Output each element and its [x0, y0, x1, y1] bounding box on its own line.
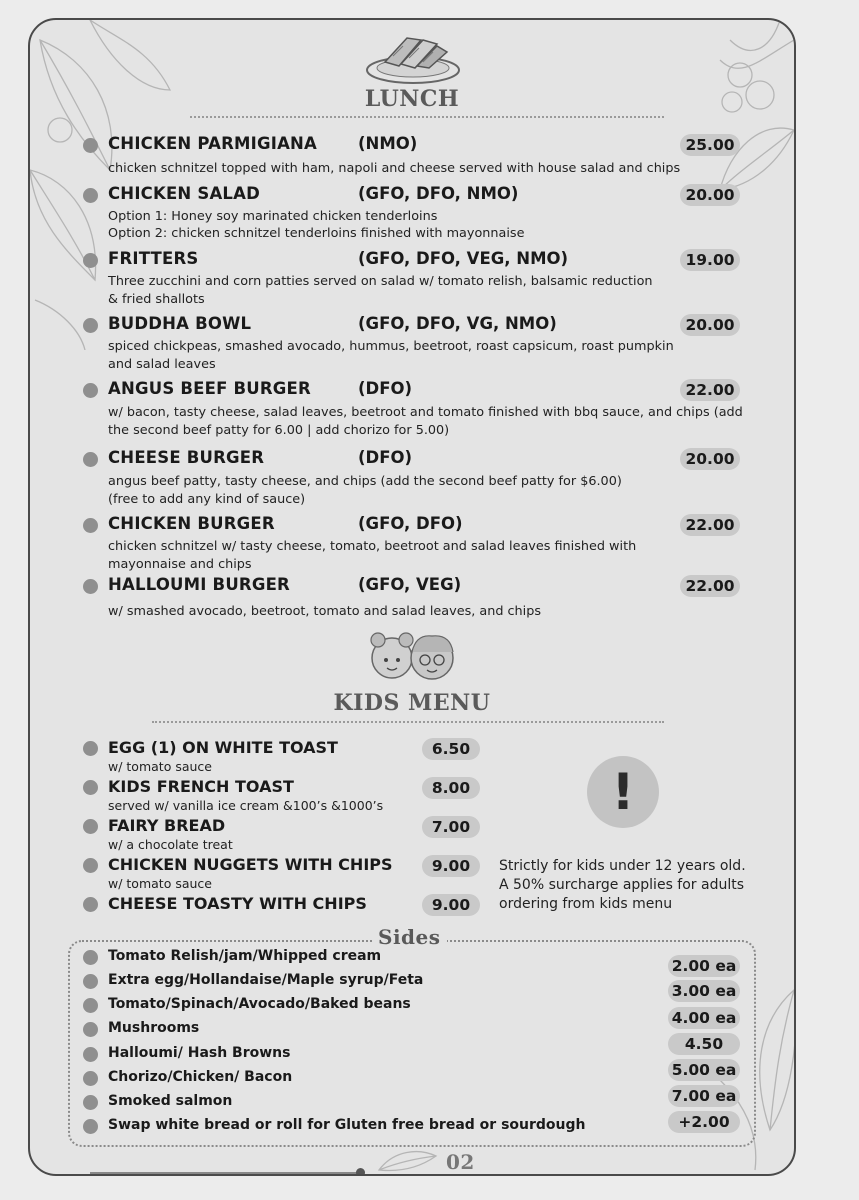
- item-tags: (GFO, DFO, NMO): [358, 184, 519, 203]
- item-desc-line: angus beef patty, tasty cheese, and chips (add the second beef patty for $6.00): [108, 474, 622, 489]
- side-item: Extra egg/Hollandaise/Maple syrup/Feta: [108, 972, 424, 988]
- side-item: Halloumi/ Hash Browns: [108, 1045, 291, 1061]
- bullet-icon: [83, 780, 98, 795]
- item-name: ANGUS BEEF BURGER: [108, 379, 311, 398]
- bullet-icon: [83, 518, 98, 533]
- item-price: 22.00: [680, 379, 740, 401]
- item-price: 22.00: [680, 514, 740, 536]
- bullet-icon: [83, 318, 98, 333]
- bullet-icon: [83, 858, 98, 873]
- side-item: Tomato Relish/jam/Whipped cream: [108, 948, 382, 964]
- lunch-heading: LUNCH: [364, 86, 460, 112]
- side-item: Smoked salmon: [108, 1093, 233, 1109]
- item-name: CHEESE TOASTY WITH CHIPS: [108, 894, 367, 913]
- item-desc-line: w/ bacon, tasty cheese, salad leaves, beetroot and tomato finished with bbq sauce, and chips (add: [108, 405, 743, 420]
- kids-illustration-icon: [360, 628, 466, 686]
- exclamation-icon: [587, 756, 659, 828]
- leaf-footer-icon: [374, 1146, 444, 1174]
- bullet-icon: [83, 452, 98, 467]
- bullet-icon: [83, 1119, 98, 1134]
- item-name: HALLOUMI BURGER: [108, 575, 290, 594]
- menu-page: [28, 18, 796, 1176]
- bullet-icon: [83, 1071, 98, 1086]
- item-price: 20.00: [680, 448, 740, 470]
- lunch-divider: [190, 116, 664, 118]
- dish-icon: [363, 26, 463, 88]
- item-desc-line: the second beef patty for 6.00 | add chorizo for 5.00): [108, 423, 450, 438]
- item-name: FAIRY BREAD: [108, 816, 226, 835]
- exclamation-symbol: !: [611, 763, 635, 821]
- item-desc: w/ tomato sauce: [108, 759, 212, 774]
- footer-dot: [356, 1168, 365, 1176]
- bullet-icon: [83, 998, 98, 1013]
- item-desc-line: chicken schnitzel topped with ham, napoli and cheese served with house salad and chips: [108, 161, 681, 176]
- item-desc-line: w/ smashed avocado, beetroot, tomato and salad leaves, and chips: [108, 604, 542, 619]
- item-desc: w/ a chocolate treat: [108, 837, 233, 852]
- kids-notice: [499, 857, 746, 914]
- side-price: 3.00 ea: [668, 980, 740, 1002]
- bullet-icon: [83, 741, 98, 756]
- item-name: CHEESE BURGER: [108, 448, 265, 467]
- item-name: KIDS FRENCH TOAST: [108, 777, 294, 796]
- item-name: BUDDHA BOWL: [108, 314, 252, 333]
- item-tags: (NMO): [358, 134, 418, 153]
- item-desc-line: & fried shallots: [108, 292, 205, 307]
- item-price: 9.00: [422, 894, 480, 916]
- bullet-icon: [83, 579, 98, 594]
- side-item: Swap white bread or roll for Gluten free bread or sourdough: [108, 1117, 586, 1133]
- side-price: 5.00 ea: [668, 1059, 740, 1081]
- bullet-icon: [83, 1022, 98, 1037]
- bullet-icon: [83, 1095, 98, 1110]
- kids-divider: [152, 721, 664, 723]
- notice-line: A 50% surcharge applies for adults: [499, 877, 745, 893]
- item-tags: (GFO, DFO, VG, NMO): [358, 314, 557, 333]
- item-tags: (GFO, DFO): [358, 514, 463, 533]
- item-name: CHICKEN NUGGETS WITH CHIPS: [108, 855, 393, 874]
- side-price: +2.00: [668, 1111, 740, 1133]
- item-price: 25.00: [680, 134, 740, 156]
- item-desc: served w/ vanilla ice cream &100’s &1000’s: [108, 798, 384, 813]
- side-price: 2.00 ea: [668, 955, 740, 977]
- item-price: 9.00: [422, 855, 480, 877]
- bullet-icon: [83, 950, 98, 965]
- item-price: 6.50: [422, 738, 480, 760]
- bullet-icon: [83, 188, 98, 203]
- side-price: 4.00 ea: [668, 1007, 740, 1029]
- item-tags: (DFO): [358, 448, 413, 467]
- item-name: FRITTERS: [108, 249, 199, 268]
- item-desc-line: Option 1: Honey soy marinated chicken tenderloins: [108, 209, 438, 224]
- notice-line: Strictly for kids under 12 years old.: [499, 858, 746, 874]
- item-tags: (DFO): [358, 379, 413, 398]
- item-name: CHICKEN BURGER: [108, 514, 275, 533]
- item-price: 19.00: [680, 249, 740, 271]
- item-desc-line: and salad leaves: [108, 357, 216, 372]
- page-number: 02: [446, 1150, 475, 1174]
- item-desc-line: Three zucchini and corn patties served on salad w/ tomato relish, balsamic reduction: [108, 274, 653, 289]
- side-item: Chorizo/Chicken/ Bacon: [108, 1069, 293, 1085]
- footer-line: [90, 1172, 360, 1174]
- bullet-icon: [83, 253, 98, 268]
- item-price: 20.00: [680, 184, 740, 206]
- item-name: CHICKEN SALAD: [108, 184, 261, 203]
- sides-heading: Sides: [372, 925, 447, 949]
- item-price: 20.00: [680, 314, 740, 336]
- item-desc: w/ tomato sauce: [108, 876, 212, 891]
- item-desc-line: spiced chickpeas, smashed avocado, hummus, beetroot, roast capsicum, roast pumpkin: [108, 339, 674, 354]
- side-item: Mushrooms: [108, 1020, 200, 1036]
- item-tags: (GFO, DFO, VEG, NMO): [358, 249, 569, 268]
- item-name: EGG (1) ON WHITE TOAST: [108, 738, 338, 757]
- notice-line: ordering from kids menu: [499, 896, 673, 912]
- bullet-icon: [83, 138, 98, 153]
- side-price: 7.00 ea: [668, 1085, 740, 1107]
- bullet-icon: [83, 1047, 98, 1062]
- item-desc-line: chicken schnitzel w/ tasty cheese, tomato, beetroot and salad leaves finished with: [108, 539, 637, 554]
- side-item: Tomato/Spinach/Avocado/Baked beans: [108, 996, 411, 1012]
- bullet-icon: [83, 383, 98, 398]
- bullet-icon: [83, 974, 98, 989]
- item-tags: (GFO, VEG): [358, 575, 462, 594]
- kids-menu-heading: KIDS MENU: [333, 690, 491, 716]
- item-price: 22.00: [680, 575, 740, 597]
- bullet-icon: [83, 897, 98, 912]
- item-price: 8.00: [422, 777, 480, 799]
- item-desc-line: mayonnaise and chips: [108, 557, 252, 572]
- side-price: 4.50: [668, 1033, 740, 1055]
- item-desc-line: Option 2: chicken schnitzel tenderloins finished with mayonnaise: [108, 226, 525, 241]
- item-price: 7.00: [422, 816, 480, 838]
- item-desc-line: (free to add any kind of sauce): [108, 492, 306, 507]
- bullet-icon: [83, 819, 98, 834]
- item-name: CHICKEN PARMIGIANA: [108, 134, 318, 153]
